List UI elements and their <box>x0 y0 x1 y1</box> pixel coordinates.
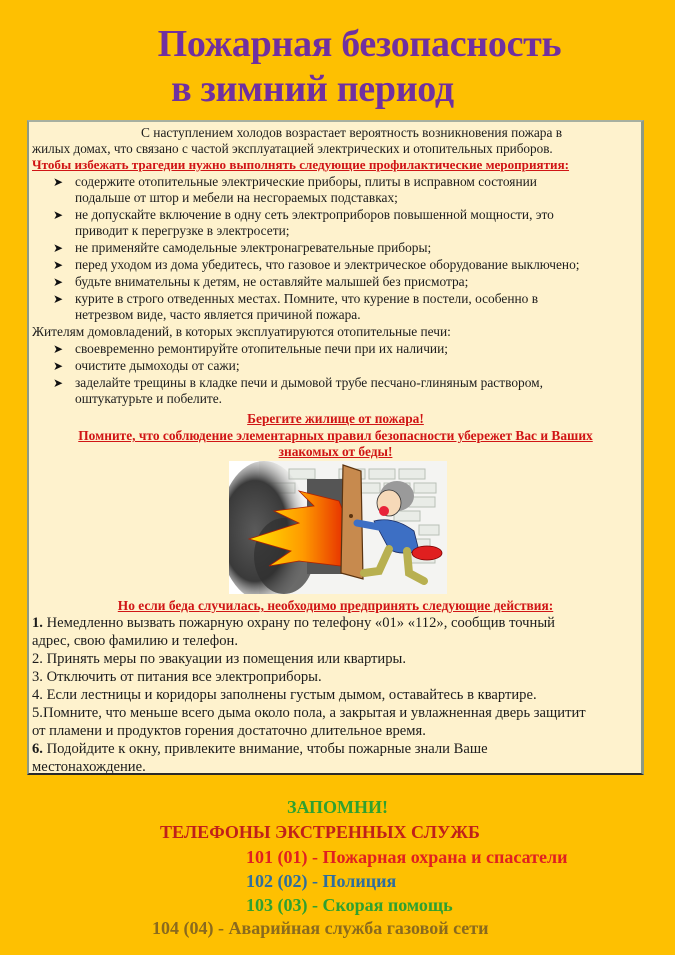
step-number: 1. <box>32 615 43 631</box>
phones-title: ТЕЛЕФОНЫ ЭКСТРЕННЫХ СЛУЖБ <box>160 822 480 842</box>
arrow-bullet-icon: ➤ <box>53 208 64 222</box>
warning-line2: Помните, что соблюдение элементарных правил безопасности убережет Вас и Ваших <box>78 428 593 443</box>
prevention-heading: Чтобы избежать трагедии нужно выполнять следующие профилактические мероприятия: <box>32 157 570 172</box>
arrow-bullet-icon: ➤ <box>53 275 64 289</box>
emergency-step-2: 2. Принять меры по эвакуации из помещения или квартиры. <box>32 651 406 667</box>
arrow-bullet-icon: ➤ <box>53 175 64 189</box>
stove-item-1: своевременно ремонтируйте отопительные печи при их наличии; <box>75 341 448 356</box>
prevention-item-2-line1: не допускайте включение в одну сеть электроприборов повышенной мощности, это <box>75 207 554 222</box>
step-number: 6. <box>32 741 43 757</box>
step-number: 3. <box>32 669 43 685</box>
arrow-bullet-icon: ➤ <box>53 376 64 390</box>
remember-heading: ЗАПОМНИ! <box>286 797 389 817</box>
arrow-bullet-icon: ➤ <box>53 359 64 373</box>
warning-line3: знакомых от беды! <box>278 444 393 459</box>
stove-item-2: очистите дымоходы от сажи; <box>75 358 240 373</box>
intro-line1: С наступлением холодов возрастает вероятность возникновения пожара в <box>141 125 563 140</box>
stove-item-3-line2: оштукатурьте и побелите. <box>75 391 223 406</box>
prevention-item-5: будьте внимательны к детям, не оставляйте малышей без присмотра; <box>75 274 469 289</box>
prevention-item-4: перед уходом из дома убедитесь, что газовое и электрическое оборудование выключено; <box>75 257 580 272</box>
arrow-bullet-icon: ➤ <box>53 258 64 272</box>
intro-line2: жилых домах, что связано с частой эксплуатацией электрических и отопительных приборов. <box>32 141 553 156</box>
content-panel <box>27 120 644 775</box>
prevention-item-2-line2: приводит к перегрузке в электросети; <box>75 223 290 238</box>
phone-gas: 104 (04) - Аварийная служба газовой сети <box>152 918 489 938</box>
phone-label: Скорая помощь <box>322 895 453 915</box>
arrow-bullet-icon: ➤ <box>53 241 64 255</box>
phone-number: 104 (04) <box>152 918 214 938</box>
step-number: 2. <box>32 651 43 667</box>
emergency-step-5-line2: от пламени и продуктов горения достаточно длительное время. <box>32 723 426 739</box>
arrow-bullet-icon: ➤ <box>53 342 64 356</box>
emergency-step-4: 4. Если лестницы и коридоры заполнены густым дымом, оставайтесь в квартире. <box>32 687 537 703</box>
emergency-step-6-line2: местонахождение. <box>32 759 146 775</box>
emergency-step-1-line1: 1. Немедленно вызвать пожарную охрану по телефону «01» «112», сообщив точный <box>32 615 555 631</box>
stove-item-3-line1: заделайте трещины в кладке печи и дымовой трубе песчано-глиняным раствором, <box>75 375 543 390</box>
phone-label: Полиция <box>322 871 397 891</box>
prevention-item-3: не применяйте самодельные электронагревательные приборы; <box>75 240 432 255</box>
warning-line1: Берегите жилище от пожара! <box>247 411 424 426</box>
emergency-step-3: 3. Отключить от питания все электроприборы. <box>32 669 322 685</box>
phone-fire: 101 (01) - Пожарная охрана и спасатели <box>246 847 568 867</box>
phone-label: Пожарная охрана и спасатели <box>322 847 568 867</box>
prevention-item-1-line2: подальше от штор и мебели на несгораемых подставках; <box>75 190 398 205</box>
emergency-step-1-line2: адрес, свою фамилию и телефон. <box>32 633 239 649</box>
prevention-item-6-line1: курите в строго отведенных местах. Помните, что курение в постели, особенно в <box>75 291 539 306</box>
fire-escape-illustration-icon <box>229 461 447 594</box>
phone-label: Аварийная служба газовой сети <box>228 918 489 938</box>
stove-intro: Жителям домовладений, в которых эксплуатируются отопительные печи: <box>32 324 451 339</box>
phone-number: 101 (01) <box>246 847 308 867</box>
page-title-line1: Пожарная безопасность <box>157 23 562 65</box>
emergency-heading: Но если беда случилась, необходимо предпринять следующие действия: <box>117 598 554 613</box>
step-number: 5. <box>32 705 43 721</box>
page-title-line2: в зимний период <box>171 68 454 110</box>
phone-ambulance: 103 (03) - Скорая помощь <box>246 895 453 915</box>
prevention-item-6-line2: нетрезвом виде, часто является причиной пожара. <box>75 307 361 322</box>
prevention-item-1-line1: содержите отопительные электрические приборы, плиты в исправном состоянии <box>75 174 537 189</box>
step-number: 4. <box>32 687 43 703</box>
fire-escape-illustration <box>229 461 447 594</box>
arrow-bullet-icon: ➤ <box>53 292 64 306</box>
emergency-step-6-line1: 6. Подойдите к окну, привлеките внимание, чтобы пожарные знали Ваше <box>32 741 488 757</box>
phone-number: 102 (02) <box>246 871 308 891</box>
phone-number: 103 (03) <box>246 895 308 915</box>
emergency-step-5-line1: 5.Помните, что меньше всего дыма около пола, а закрытая и увлажненная дверь защитит <box>32 705 586 721</box>
phone-police: 102 (02) - Полиция <box>246 871 397 891</box>
